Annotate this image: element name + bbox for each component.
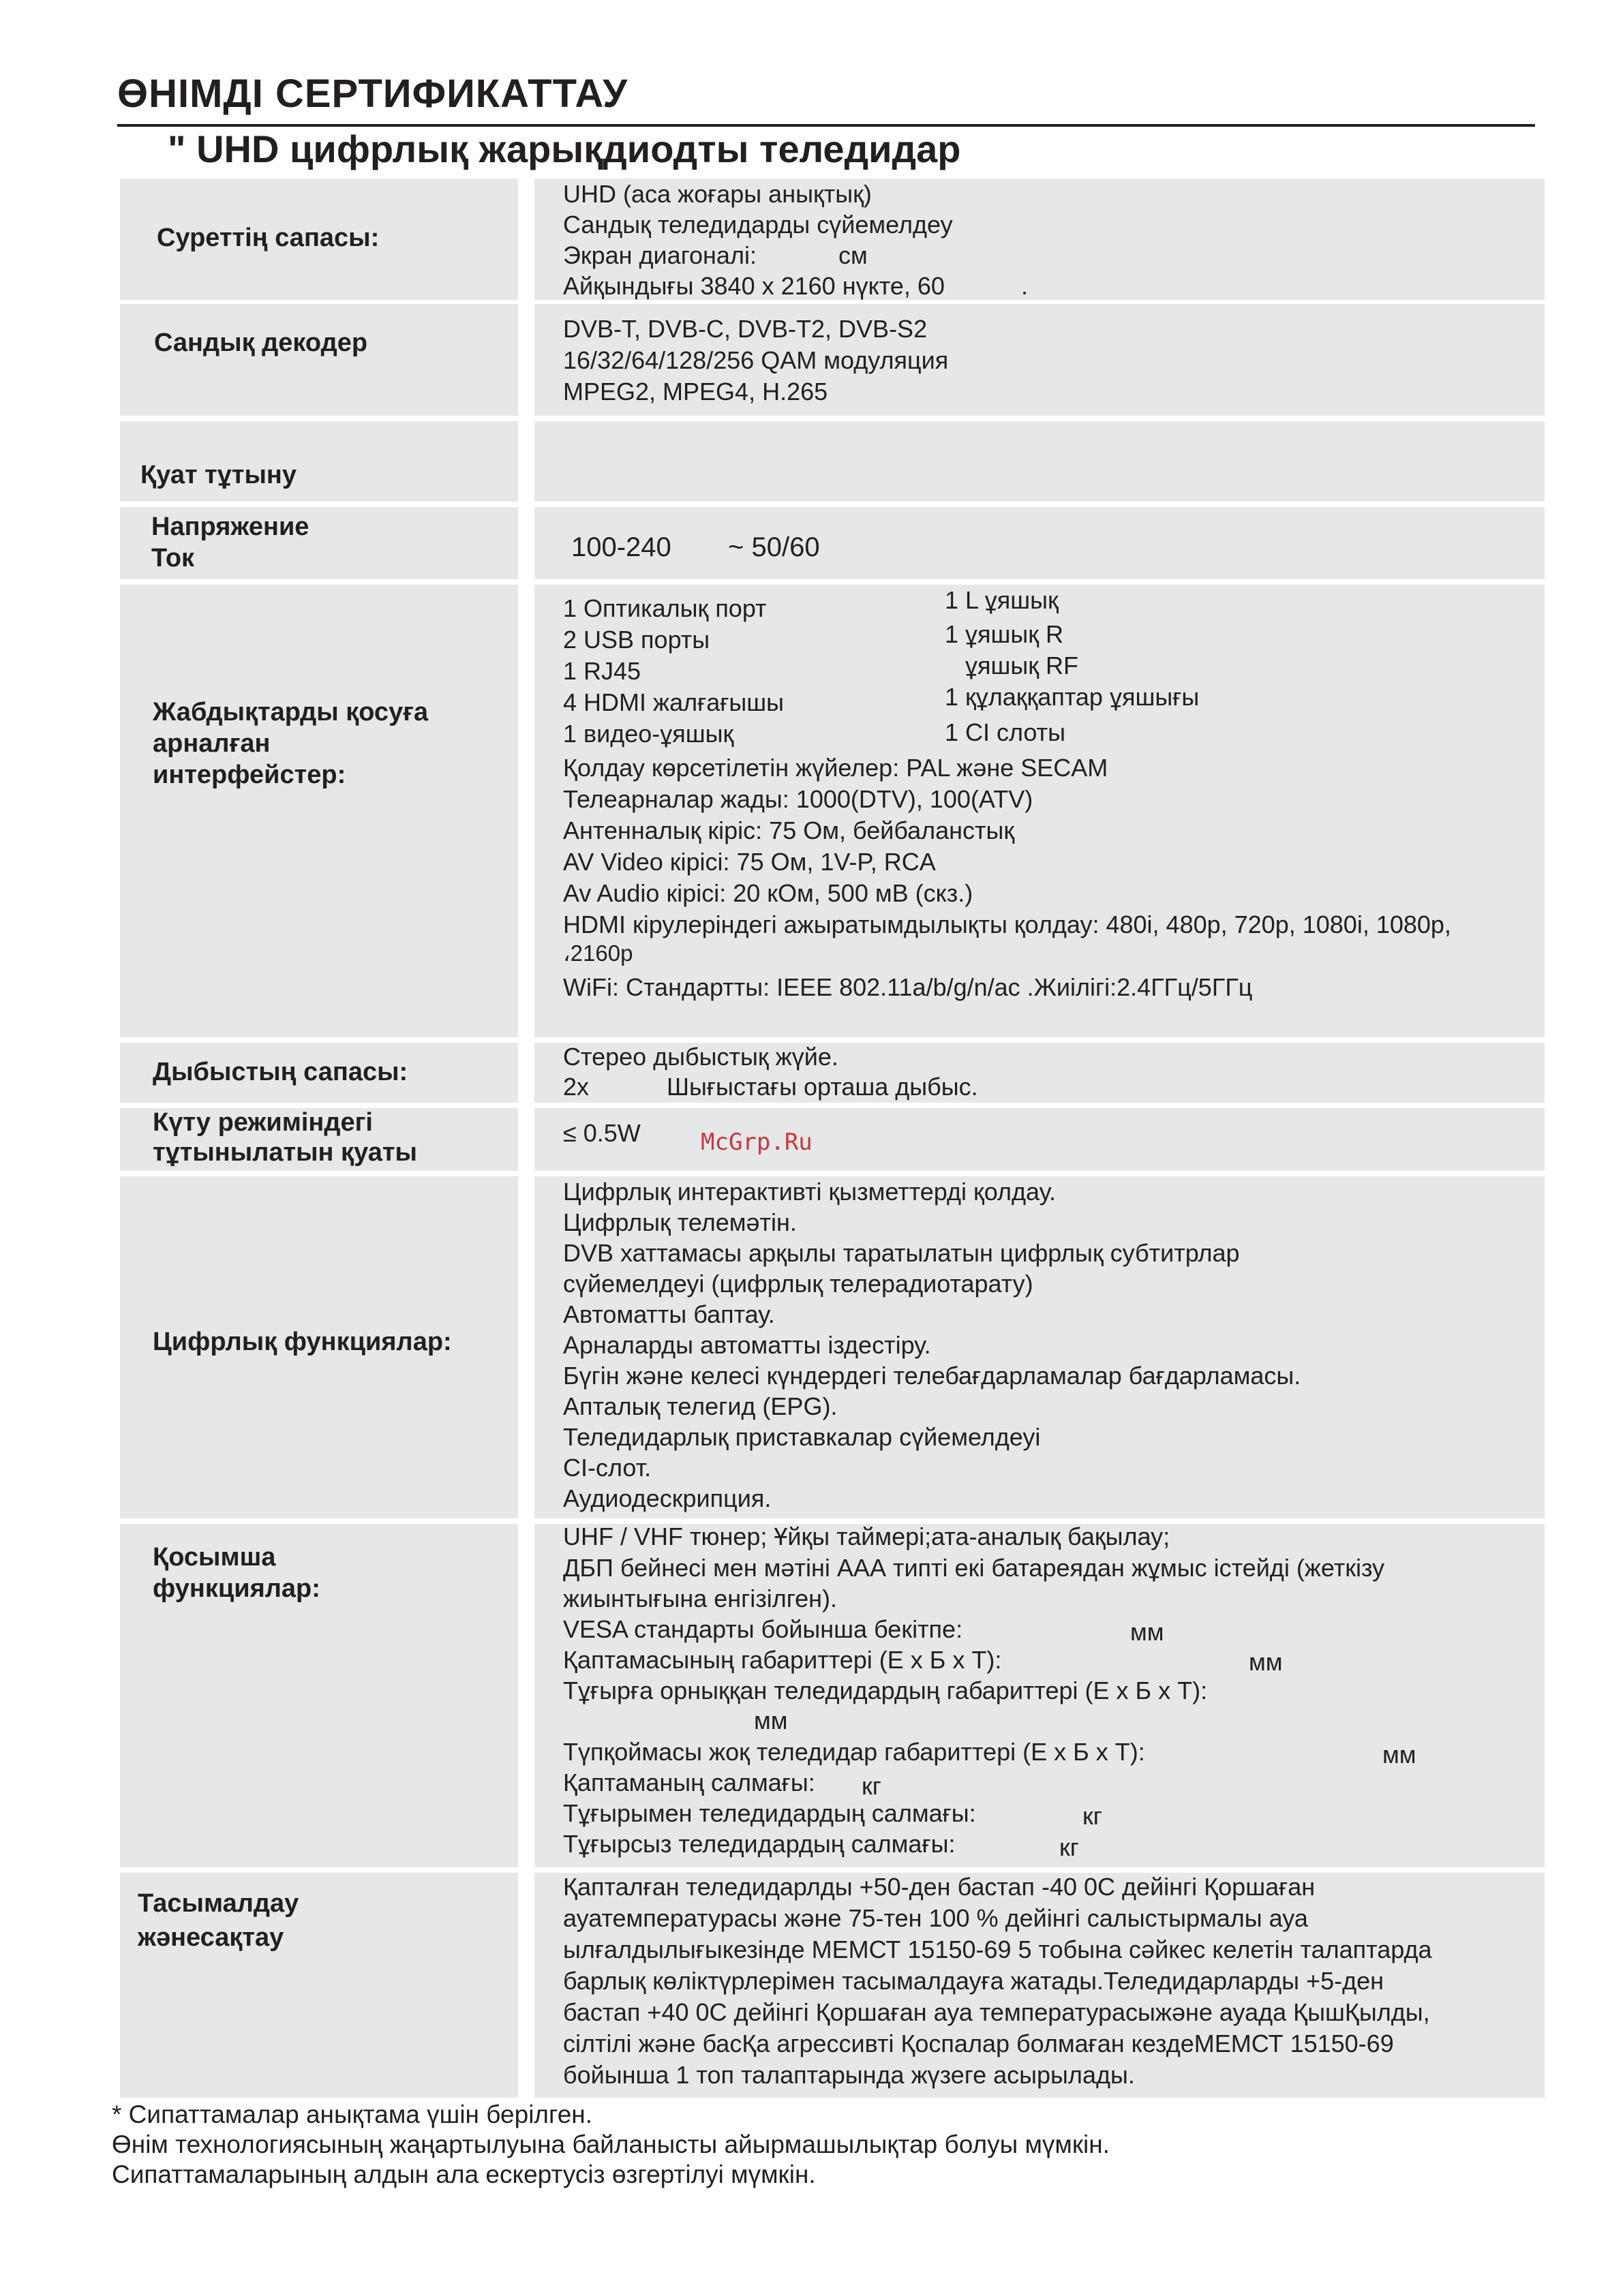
- spec-line: UHF / VHF тюнер; Ұйқы таймері;ата-аналық бақылау;: [563, 1522, 1170, 1550]
- port-item: 1 видео-ұяшық: [563, 720, 734, 748]
- port-item: 1 ұяшық R: [945, 620, 1064, 648]
- spec-line: сүйемелдеуі (цифрлық телерадиотарату): [563, 1270, 1033, 1298]
- row-label-interfaces-1: Жабдықтарды қосуға: [153, 698, 429, 726]
- value-cell-sound: [534, 1043, 1545, 1103]
- row-label-transport-1: Тасымалдау: [138, 1889, 299, 1918]
- spec-line: Тұғырсыз теледидардың салмағы:: [563, 1830, 956, 1858]
- label-cell-digital: [120, 1176, 518, 1518]
- port-item: 1 құлаққаптар ұяшығы: [945, 683, 1200, 711]
- row-label-picture: Суреттің сапасы:: [157, 224, 380, 252]
- spec-line: Қолдау көрсетілетін жүйелер: PAL және SECAM: [563, 754, 1108, 782]
- value-cell-decoder: [534, 304, 1545, 416]
- label-cell-transport: [120, 1873, 518, 2098]
- row-label-voltage: Напряжение: [151, 512, 309, 541]
- unit-placeholder: .: [1021, 272, 1029, 300]
- spec-line: CI-слот.: [563, 1454, 652, 1482]
- spec-line: UHD (аса жоғары анықтық): [563, 180, 872, 208]
- spec-line: 2x: [563, 1073, 590, 1101]
- port-item: 2 USB порты: [563, 626, 710, 654]
- watermark: McGrp.Ru: [701, 1129, 813, 1156]
- spec-line: Апталық телегид (EPG).: [563, 1392, 838, 1420]
- label-cell-sound: [120, 1043, 518, 1103]
- value-cell-digital: [534, 1176, 1545, 1518]
- footnote: Өнім технологиясының жаңартылуына байланысты айырмашылықтар болуы мүмкін.: [112, 2130, 1110, 2158]
- spec-line: Теледидарлық приставкалар сүйемелдеуі: [563, 1423, 1041, 1451]
- unit-mm: мм: [1382, 1741, 1416, 1769]
- unit-kg: кг: [1059, 1833, 1079, 1861]
- spec-line: жиынтығына енгізілген).: [563, 1585, 837, 1612]
- spec-line: DVB хаттамасы арқылы таратылатын цифрлық субтитрлар: [563, 1239, 1240, 1267]
- spec-line: Сандық теледидарды сүйемелдеу: [563, 211, 953, 239]
- unit-kg: кг: [862, 1772, 881, 1800]
- spec-line: HDMI кірулеріндегі ажыратымдылықты қолдау: 480i, 480p, 720p, 1080i, 1080p,: [563, 910, 1451, 938]
- spec-line: бастап +40 0С дейінгі Қоршаған ауа температурасыжәне ауада ҚышҚылды,: [563, 1998, 1430, 2026]
- spec-line: ылғалдылығыкезінде МЕМСТ 15150-69 5 тобына сәйкес келетін талаптарда: [563, 1935, 1432, 1963]
- label-cell-additional: [120, 1524, 518, 1867]
- spec-line: бойынша 1 топ талаптарында жүзеге асырылады.: [563, 2061, 1135, 2089]
- spec-line: Түпқоймасы жоқ теледидар габариттері (Е x Б x Т):: [563, 1738, 1145, 1766]
- row-label-additional-2: функциялар:: [153, 1574, 320, 1603]
- spec-line: Тұғырымен теледидардың салмағы:: [563, 1799, 976, 1827]
- footnote: * Сипаттамалар анықтама үшін берілген.: [112, 2100, 592, 2128]
- port-item: 1 RJ45: [563, 657, 641, 685]
- spec-line: Қапталған теледидарлды +50-ден бастап -40 0С дейінгі Қоршаған: [563, 1873, 1316, 1901]
- port-item: 1 Оптикалық порт: [563, 594, 767, 622]
- section-title: ӨНІМДІ СЕРТИФИКАТТАУ: [117, 72, 628, 116]
- row-label-power: Қуат тұтыну: [140, 461, 297, 489]
- footnote: Сипаттамаларының алдын ала ескертусіз өзгертілуі мүмкін.: [112, 2160, 816, 2188]
- unit-mm: мм: [754, 1706, 788, 1734]
- spec-line: Стерео дыбыстық жүйе.: [563, 1043, 838, 1071]
- spec-line: сілтілі және басҚа агрессивті Қоспалар болмаған кездеМЕМСТ 15150-69: [563, 2030, 1394, 2057]
- spec-line: Арналарды автоматты іздестіру.: [563, 1331, 931, 1359]
- spec-line: 16/32/64/128/256 QAM модуляция: [563, 346, 949, 374]
- row-label-standby-1: Күту режиміндегі: [153, 1108, 373, 1137]
- unit-mm: мм: [1249, 1648, 1283, 1676]
- spec-line: Айқындығы 3840 x 2160 нүкте, 60: [563, 272, 945, 300]
- value-cell-standby: [534, 1108, 1545, 1171]
- spec-line: VESA стандарты бойынша бекітпе:: [563, 1615, 963, 1643]
- spec-line: WiFi: Стандартты: IEEE 802.11a/b/g/n/ac .Жиілігі:2.4ГГц/5ГГц: [563, 973, 1253, 1001]
- row-label-additional-1: Қосымша: [153, 1543, 276, 1572]
- spec-line: Аудиодескрипция.: [563, 1484, 772, 1512]
- spec-line: AV Video кірісі: 75 Ом, 1V-P, RCA: [563, 848, 936, 876]
- value-cell-voltage: [534, 507, 1545, 579]
- spec-line: Av Audio кірісі: 20 кОм, 500 мВ (скз.): [563, 879, 973, 907]
- value-cell-interfaces: [534, 585, 1545, 1037]
- spec-line: Цифрлық интерактивті қызметтерді қолдау.: [563, 1178, 1057, 1206]
- frequency-value: ~ 50/60: [728, 532, 820, 562]
- spec-line: Бүгін және келесі күндердегі телебағдарламалар бағдарламасы.: [563, 1362, 1301, 1390]
- spec-line: Қаптамасының габариттері (Е x Б x Т):: [563, 1646, 1002, 1674]
- row-label-digital: Цифрлық функциялар:: [153, 1328, 452, 1356]
- spec-line: Экран диагоналі:: [563, 241, 757, 269]
- port-item: ұяшық RF: [965, 652, 1078, 679]
- product-title: " UHD цифрлық жарықдиодты теледидар: [168, 127, 961, 170]
- spec-line: Қаптаманың салмағы:: [563, 1769, 815, 1796]
- row-label-current: Ток: [151, 544, 195, 572]
- label-cell-power: [120, 421, 518, 502]
- unit-mm: мм: [1130, 1618, 1164, 1646]
- spec-line: Антенналық кіріс: 75 Ом, бейбаланстық: [563, 816, 1015, 844]
- label-cell-decoder: [120, 304, 518, 416]
- row-label-transport-2: жәнесақтау: [138, 1923, 284, 1952]
- value-cell-transport: [534, 1873, 1545, 2098]
- value-cell-additional: [534, 1524, 1545, 1867]
- row-label-interfaces-3: интерфейстер:: [153, 761, 346, 789]
- spec-line: Цифрлық телемәтін.: [563, 1208, 797, 1236]
- standby-value: ≤ 0.5W: [563, 1119, 641, 1147]
- spec-line: ،2160p: [563, 940, 633, 966]
- row-label-standby-2: тұтынылатын қуаты: [153, 1138, 417, 1167]
- spec-line: Телеарналар жады: 1000(DTV), 100(ATV): [563, 785, 1033, 813]
- row-label-interfaces-2: арналған: [153, 729, 271, 758]
- unit-kg: кг: [1082, 1802, 1102, 1830]
- spec-line: барлық көліктүрлерімен тасымалдауға жатады.Теледидарларды +5-ден: [563, 1967, 1384, 1995]
- port-item: 1 L ұяшық: [945, 586, 1059, 614]
- spec-line: ДБП бейнесі мен мәтіні ААА типті екі батареядан жұмыс істейді (жеткізу: [563, 1554, 1385, 1582]
- spec-line: Тұғырға орныққан теледидардың габариттері (Е x Б x Т):: [563, 1677, 1208, 1704]
- value-cell-picture: [534, 179, 1545, 300]
- voltage-value: 100-240: [571, 532, 671, 562]
- value-cell-power: [534, 421, 1545, 502]
- spec-line: DVB-T, DVB-C, DVB-T2, DVB-S2: [563, 315, 928, 343]
- label-cell-standby: [120, 1108, 518, 1171]
- port-item: 4 HDMI жалғағышы: [563, 688, 785, 716]
- spec-line: MPEG2, MPEG4, H.265: [563, 378, 828, 405]
- spec-line: ауатемпературасы және 75-тен 100 % дейінгі салыстырмалы ауа: [563, 1904, 1308, 1932]
- row-label-sound: Дыбыстың сапасы:: [153, 1058, 408, 1086]
- spec-line: Автоматты баптау.: [563, 1300, 775, 1328]
- label-cell-voltage: [120, 507, 518, 579]
- label-cell-interfaces: [120, 585, 518, 1037]
- row-label-decoder: Сандық декодер: [154, 328, 368, 357]
- unit-cm: см: [838, 241, 868, 269]
- spec-line: Шығыстағы орташа дыбыс.: [667, 1073, 978, 1101]
- label-cell-picture: [120, 179, 518, 300]
- port-item: 1 CI слоты: [945, 718, 1066, 746]
